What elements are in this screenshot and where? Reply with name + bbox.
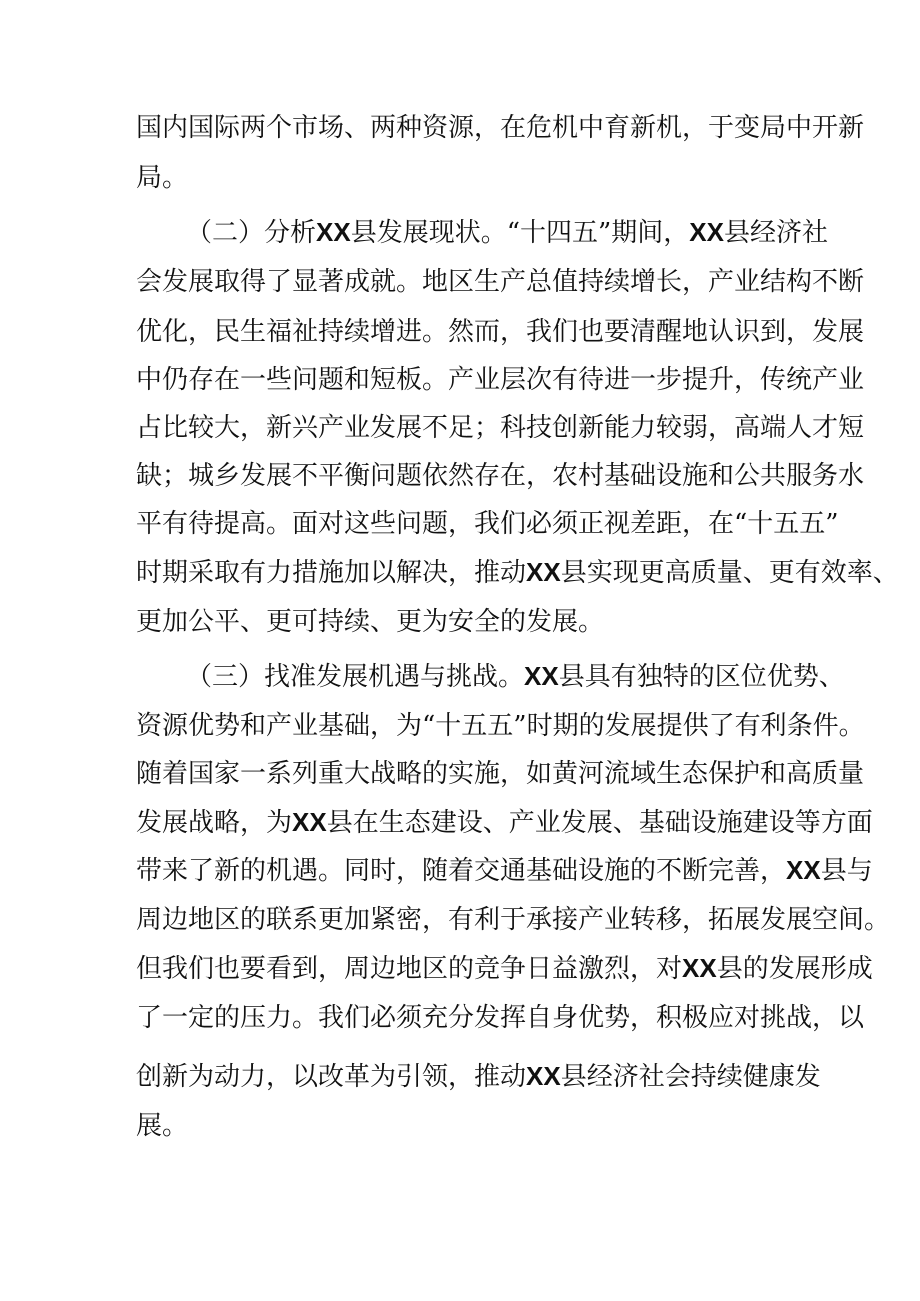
body-text-line: 发展战略，为XX县在生态建设、产业发展、基础设施建设等方面 — [136, 807, 873, 838]
body-text-line: 占比较大，新兴产业发展不足；科技创新能力较弱，高端人才短 — [136, 413, 865, 443]
body-text-line: 会发展取得了显著成就。地区生产总值持续增长，产业结构不断 — [136, 267, 865, 297]
body-text-line: 资源优势和产业基础，为“十五五”时期的发展提供了有利条件。 — [136, 711, 865, 741]
body-text-line: 了一定的压力。我们必须充分发挥自身优势，积极应对挑战，以 — [136, 1003, 865, 1033]
body-text-line: 中仍存在一些问题和短板。产业层次有待进一步提升，传统产业 — [136, 365, 865, 395]
body-text-line: 优化，民生福祉持续增进。然而，我们也要清醒地认识到，发展 — [136, 317, 865, 347]
body-text-line: 随着国家一系列重大战略的实施，如黄河流域生态保护和高质量 — [136, 759, 865, 789]
body-text-line: 创新为动力，以改革为引领，推动XX县经济社会持续健康发 — [136, 1061, 821, 1092]
body-text-line: 更加公平、更可持续、更为安全的发展。 — [136, 607, 605, 637]
body-text-line: 国内国际两个市场、两种资源，在危机中育新机，于变局中开新 — [136, 113, 865, 143]
body-text-line: 时期采取有力措施加以解决，推动XX县实现更高质量、更有效率、 — [136, 557, 899, 588]
body-text-line: 平有待提高。面对这些问题，我们必须正视差距，在“十五五” — [136, 509, 839, 539]
section-heading-line: （三）找准发展机遇与挑战。XX县具有独特的区位优势、 — [186, 661, 845, 692]
section-heading-line: （二）分析XX县发展现状。“十四五”期间，XX县经济社 — [186, 217, 828, 248]
body-text-line: 周边地区的联系更加紧密，有利于承接产业转移，拓展发展空间。 — [136, 905, 891, 935]
body-text-line: 展。 — [136, 1111, 189, 1141]
body-text-line: 缺；城乡发展不平衡问题依然存在，农村基础设施和公共服务水 — [136, 461, 865, 491]
body-text-line: 带来了新的机遇。同时，随着交通基础设施的不断完善，XX县与 — [136, 855, 873, 886]
body-text-line: 局。 — [136, 163, 189, 193]
body-text-line: 但我们也要看到，周边地区的竞争日益激烈，对XX县的发展形成 — [136, 953, 873, 984]
